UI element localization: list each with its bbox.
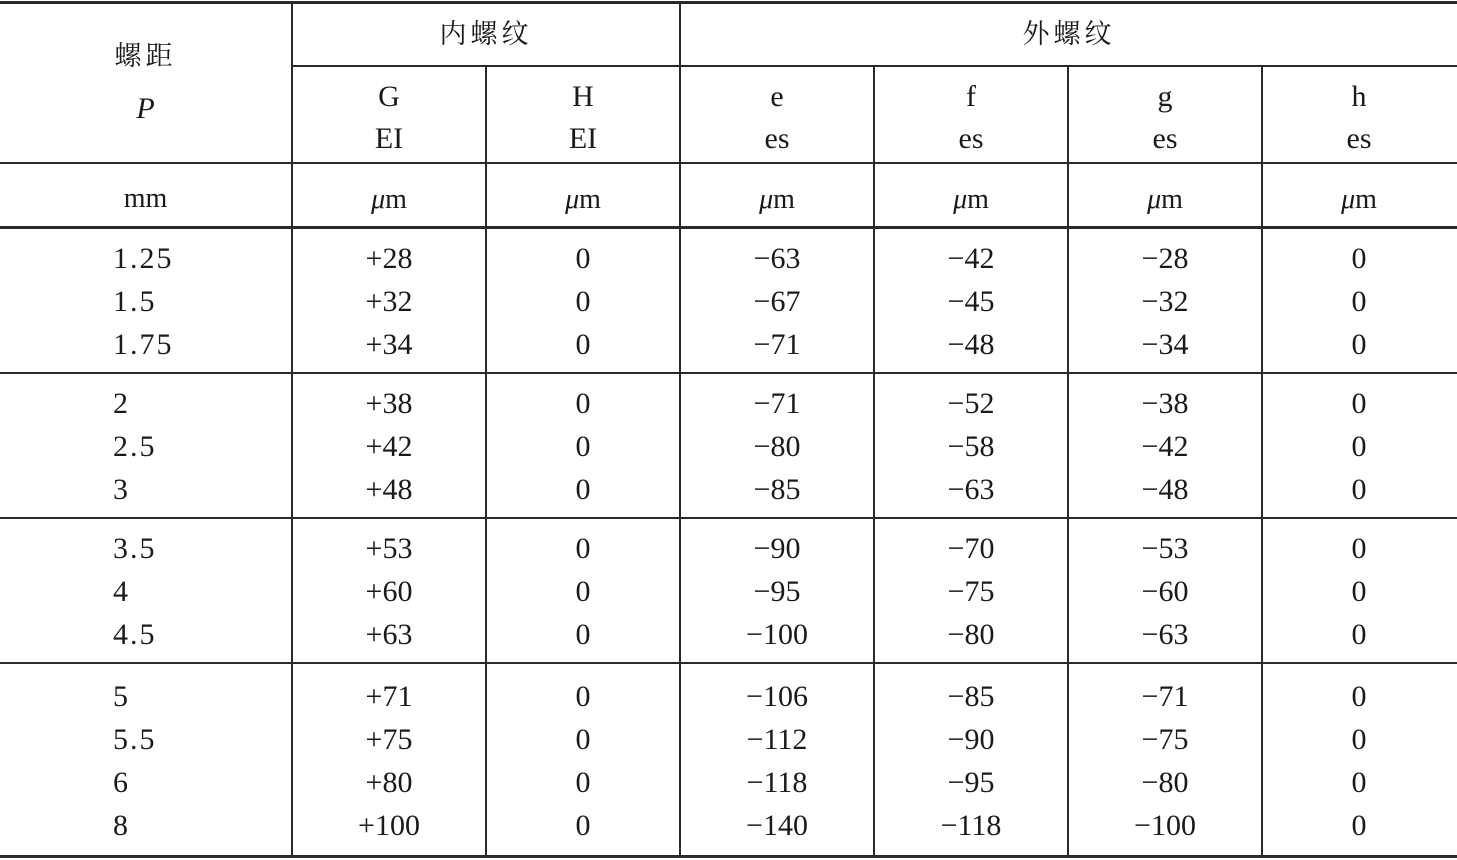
- deviation-value: −53: [1141, 532, 1189, 565]
- deviation-value: −58: [947, 430, 995, 463]
- deviation-value: 0: [1351, 473, 1367, 506]
- pitch-value: 3: [113, 473, 130, 506]
- deviation-value: −90: [947, 723, 995, 756]
- column-unit-4: [1069, 185, 1261, 215]
- unit-m: m: [773, 184, 795, 215]
- pitch-value: 2: [113, 387, 130, 420]
- deviation-value: −80: [947, 618, 995, 651]
- deviation-value: −63: [947, 473, 995, 506]
- rule-bottom: [0, 855, 1457, 858]
- pitch-value: 5: [113, 680, 130, 713]
- deviation-value: −100: [746, 618, 808, 651]
- deviation-value: −71: [753, 328, 801, 361]
- deviation-value: −63: [1141, 618, 1189, 651]
- deviation-value: 0: [1351, 430, 1367, 463]
- rule-top: [0, 1, 1457, 4]
- deviation-value: +63: [365, 618, 413, 651]
- deviation-value: +71: [365, 680, 413, 713]
- deviation-value: −80: [1141, 766, 1189, 799]
- deviation-value: −48: [1141, 473, 1189, 506]
- deviation-value: 0: [1351, 618, 1367, 651]
- pitch-value: 1.25: [113, 242, 174, 275]
- deviation-value: −75: [947, 575, 995, 608]
- pitch-value: 2.5: [113, 430, 157, 463]
- deviation-value: 0: [1351, 387, 1367, 420]
- pitch-value: 8: [113, 809, 130, 842]
- deviation-value: −45: [947, 285, 995, 318]
- unit-m: m: [579, 184, 601, 215]
- deviation-value: −106: [746, 680, 808, 713]
- deviation-value: −90: [753, 532, 801, 565]
- deviation-value: −75: [1141, 723, 1189, 756]
- column-unit-5: [1263, 185, 1455, 215]
- deviation-value: +100: [358, 809, 420, 842]
- unit-mu: μ: [371, 184, 386, 215]
- deviation-value: 0: [575, 575, 591, 608]
- deviation-value: 0: [575, 387, 591, 420]
- deviation-value: 0: [1351, 809, 1367, 842]
- column-kind-0: EI: [374, 122, 404, 155]
- deviation-value: −71: [1141, 680, 1189, 713]
- rule-header-units: [0, 162, 1457, 164]
- deviation-value: −60: [1141, 575, 1189, 608]
- unit-m: m: [967, 184, 989, 215]
- deviation-value: 0: [575, 680, 591, 713]
- pitch-value: 4.5: [113, 618, 157, 651]
- column-unit-0: [293, 185, 485, 215]
- pitch-value: 5.5: [113, 723, 157, 756]
- deviation-value: −85: [947, 680, 995, 713]
- deviation-value: −42: [1141, 430, 1189, 463]
- pitch-value: 1.75: [113, 328, 174, 361]
- unit-m: m: [385, 184, 407, 215]
- deviation-value: −67: [753, 285, 801, 318]
- deviation-value: 0: [1351, 723, 1367, 756]
- deviation-value: −63: [753, 242, 801, 275]
- deviation-value: −100: [1134, 809, 1196, 842]
- column-letter-2: e: [770, 80, 784, 113]
- deviation-value: −85: [753, 473, 801, 506]
- pitch-symbol: P: [136, 92, 155, 125]
- deviation-value: +34: [365, 328, 413, 361]
- column-kind-1: EI: [568, 122, 598, 155]
- rule-header-bottom: [0, 226, 1457, 229]
- unit-mu: μ: [759, 184, 774, 215]
- deviation-value: +53: [365, 532, 413, 565]
- deviation-value: −42: [947, 242, 995, 275]
- deviation-value: 0: [1351, 575, 1367, 608]
- deviation-value: 0: [1351, 532, 1367, 565]
- pitch-label: 螺距: [114, 41, 177, 72]
- column-kind-2: es: [764, 122, 790, 155]
- internal-thread-header: 内螺纹: [439, 19, 533, 50]
- external-thread-header: 外螺纹: [1022, 19, 1116, 50]
- deviation-value: 0: [575, 766, 591, 799]
- deviation-value: 0: [575, 430, 591, 463]
- deviation-value: +60: [365, 575, 413, 608]
- unit-mu: μ: [565, 184, 580, 215]
- deviation-value: +28: [365, 242, 413, 275]
- column-letter-5: h: [1351, 80, 1367, 113]
- deviation-value: −118: [746, 766, 808, 799]
- column-kind-4: es: [1152, 122, 1178, 155]
- pitch-value: 6: [113, 766, 130, 799]
- deviation-value: +38: [365, 387, 413, 420]
- pitch-value: 1.5: [113, 285, 157, 318]
- rule-group-2: [0, 517, 1457, 519]
- deviation-value: 0: [575, 618, 591, 651]
- unit-mu: μ: [1341, 184, 1356, 215]
- column-letter-0: G: [378, 80, 400, 113]
- pitch-unit: mm: [123, 183, 168, 214]
- deviation-value: +80: [365, 766, 413, 799]
- deviation-value: −52: [947, 387, 995, 420]
- deviation-value: 0: [1351, 766, 1367, 799]
- deviation-value: −95: [753, 575, 801, 608]
- deviation-value: −71: [753, 387, 801, 420]
- deviation-value: −140: [746, 809, 808, 842]
- unit-m: m: [1355, 184, 1377, 215]
- deviation-value: 0: [1351, 680, 1367, 713]
- deviation-value: −112: [746, 723, 808, 756]
- deviation-value: 0: [575, 532, 591, 565]
- pitch-value: 4: [113, 575, 130, 608]
- deviation-value: 0: [575, 328, 591, 361]
- deviation-value: −118: [940, 809, 1002, 842]
- column-unit-3: [875, 185, 1067, 215]
- deviation-value: −34: [1141, 328, 1189, 361]
- column-letter-4: g: [1157, 80, 1173, 113]
- column-unit-1: [487, 185, 679, 215]
- unit-mu: μ: [953, 184, 968, 215]
- deviation-value: −32: [1141, 285, 1189, 318]
- deviation-value: 0: [1351, 242, 1367, 275]
- deviation-value: 0: [575, 285, 591, 318]
- deviation-value: −38: [1141, 387, 1189, 420]
- deviation-value: +32: [365, 285, 413, 318]
- deviation-value: −80: [753, 430, 801, 463]
- deviation-value: −28: [1141, 242, 1189, 275]
- column-kind-5: es: [1346, 122, 1372, 155]
- deviation-value: 0: [575, 809, 591, 842]
- rule-group-1: [0, 372, 1457, 374]
- column-unit-2: [681, 185, 873, 215]
- deviation-value: +48: [365, 473, 413, 506]
- deviation-value: 0: [575, 473, 591, 506]
- deviation-value: −95: [947, 766, 995, 799]
- deviation-value: 0: [1351, 285, 1367, 318]
- column-letter-3: f: [966, 80, 976, 113]
- column-letter-1: H: [572, 80, 594, 113]
- unit-m: m: [1161, 184, 1183, 215]
- deviation-value: +75: [365, 723, 413, 756]
- deviation-value: −70: [947, 532, 995, 565]
- deviation-value: 0: [1351, 328, 1367, 361]
- deviation-value: +42: [365, 430, 413, 463]
- column-kind-3: es: [958, 122, 984, 155]
- pitch-value: 3.5: [113, 532, 157, 565]
- unit-mu: μ: [1147, 184, 1162, 215]
- deviation-value: 0: [575, 723, 591, 756]
- deviation-value: 0: [575, 242, 591, 275]
- rule-group-3: [0, 662, 1457, 664]
- deviation-value: −48: [947, 328, 995, 361]
